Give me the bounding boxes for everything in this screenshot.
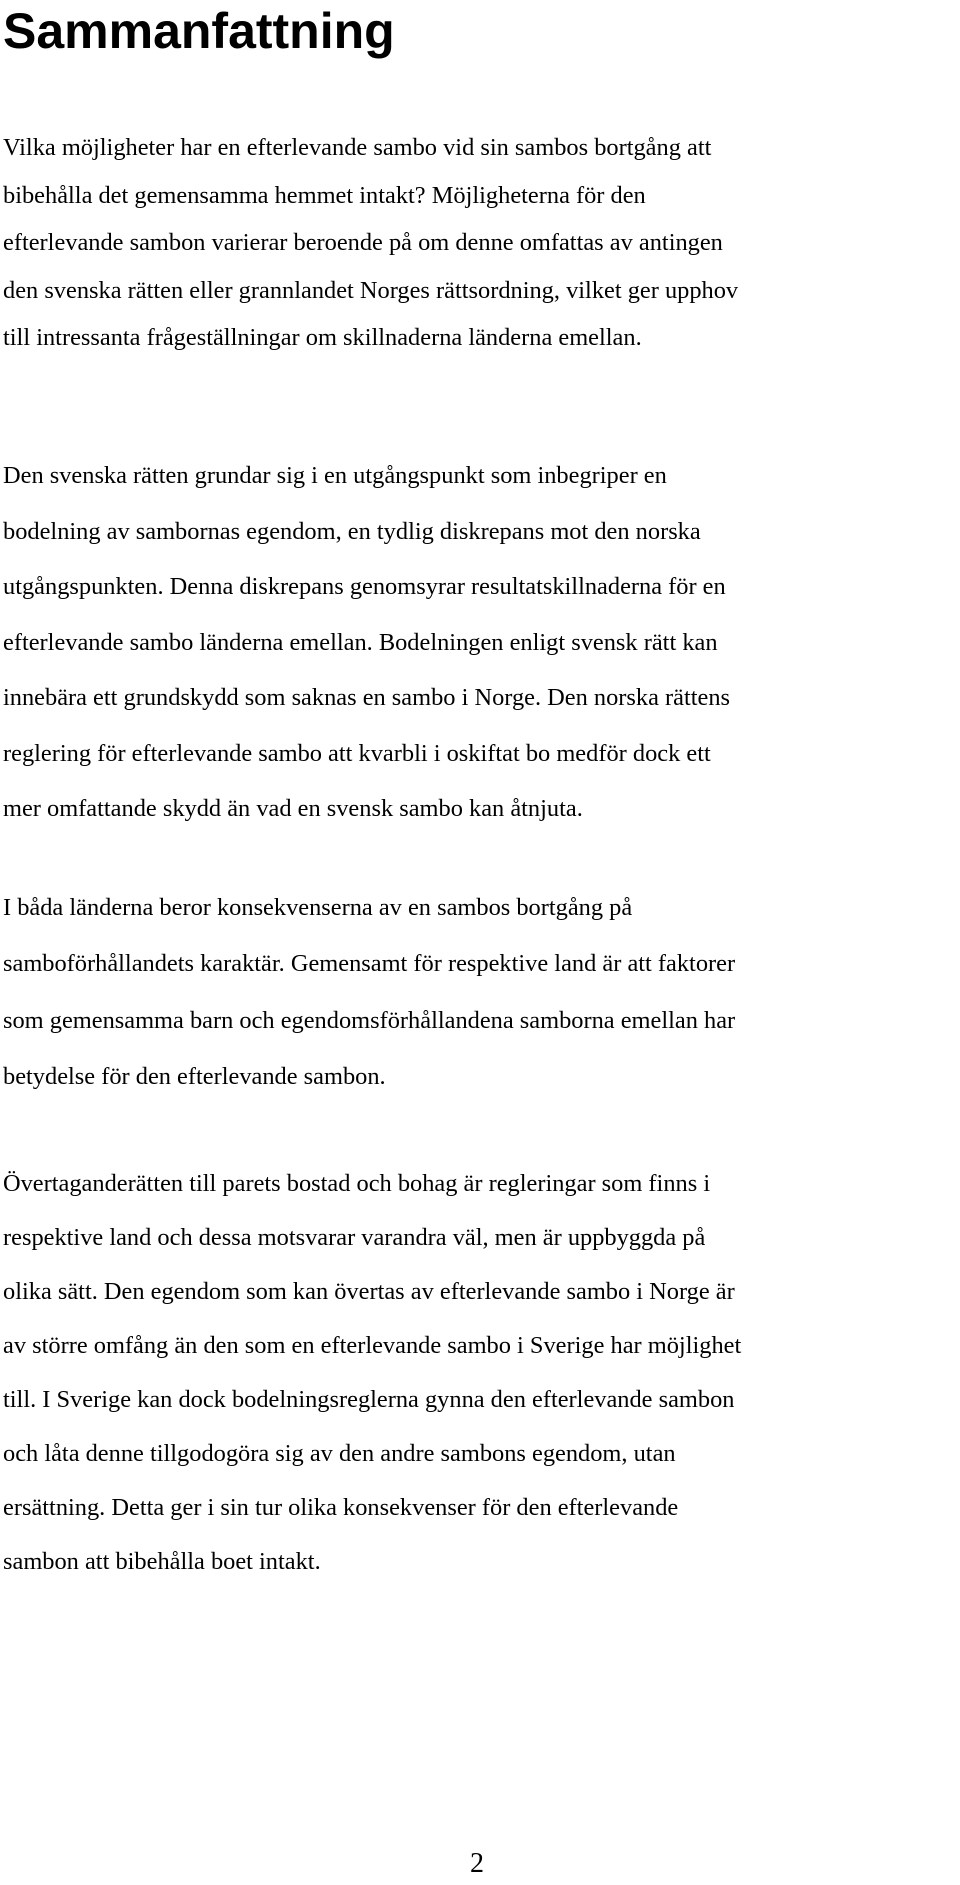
text-line: bodelning av sambornas egendom, en tydlig diskrepans mot den norska <box>3 517 701 545</box>
text-line: av större omfång än den som en efterlevande sambo i Sverige har möjlighet <box>3 1332 742 1359</box>
paragraph-4 <box>3 1157 741 1589</box>
text-line: till intressanta frågeställningar om skillnaderna länderna emellan. <box>3 324 642 352</box>
page-number: 2 <box>470 1848 484 1879</box>
text-line: till. I Sverige kan dock bodelningsreglerna gynna den efterlevande sambon <box>3 1386 735 1413</box>
text-line: olika sätt. Den egendom som kan övertas av efterlevande sambo i Norge är <box>3 1278 735 1305</box>
text-line: efterlevande sambo länderna emellan. Bodelningen enligt svensk rätt kan <box>3 628 718 656</box>
text-line: och låta denne tillgodogöra sig av den andre sambons egendom, utan <box>3 1440 676 1467</box>
text-line: Den svenska rätten grundar sig i en utgångspunkt som inbegriper en <box>3 462 667 489</box>
text-line: innebära ett grundskydd som saknas en sambo i Norge. Den norska rättens <box>3 684 731 711</box>
text-line: den svenska rätten eller grannlandet Norges rättsordning, vilket ger upphov <box>3 276 739 304</box>
text-line: I båda länderna beror konsekvenserna av en sambos bortgång på <box>3 894 633 921</box>
text-line: mer omfattande skydd än vad en svensk sambo kan åtnjuta. <box>3 795 583 822</box>
text-line: reglering för efterlevande sambo att kvarbli i oskiftat bo medför dock ett <box>3 739 711 767</box>
text-line: som gemensamma barn och egendomsförhållandena samborna emellan har <box>3 1006 736 1034</box>
text-line: efterlevande sambon varierar beroende på om denne omfattas av antingen <box>3 229 723 257</box>
text-line: utgångspunkten. Denna diskrepans genomsyrar resultatskillnaderna för en <box>3 573 726 600</box>
text-line: Övertaganderätten till parets bostad och bohag är regleringar som finns i <box>3 1170 711 1197</box>
text-line: respektive land och dessa motsvarar varandra väl, men är uppbyggda på <box>3 1224 706 1251</box>
text-line: betydelse för den efterlevande sambon. <box>3 1062 386 1090</box>
paragraph-2 <box>3 448 730 837</box>
text-line: bibehålla det gemensamma hemmet intakt? Möjligheterna för den <box>3 181 646 209</box>
page-title: Sammanfattning <box>3 3 395 59</box>
text-line: ersättning. Detta ger i sin tur olika konsekvenser för den efterlevande <box>3 1494 679 1521</box>
text-line: sambon att bibehålla boet intakt. <box>3 1548 321 1575</box>
text-line: Vilka möjligheter har en efterlevande sambo vid sin sambos bortgång att <box>3 134 712 161</box>
text-line: samboförhållandets karaktär. Gemensamt för respektive land är att faktorer <box>3 950 736 978</box>
paragraph-3 <box>3 880 735 1105</box>
paragraph-1 <box>3 124 738 362</box>
